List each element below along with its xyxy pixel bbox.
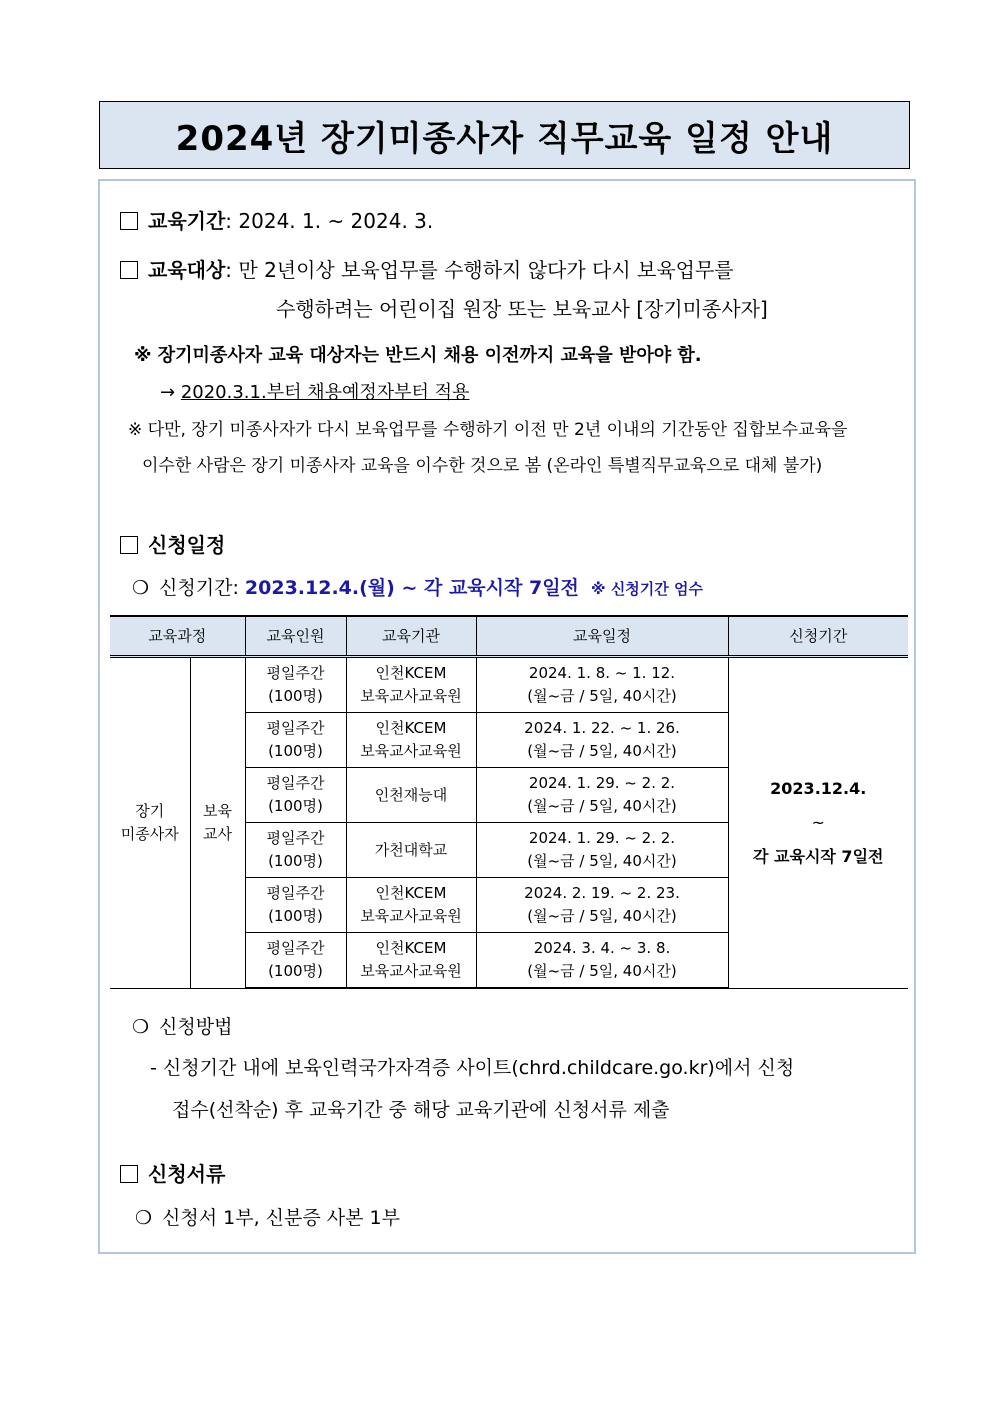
capacity-cell xyxy=(245,768,346,823)
cell-text: 2024. 3. 4. ~ 3. 8. xyxy=(533,939,671,957)
cell-text: 인천KCEM xyxy=(375,664,447,682)
docs-item: 신청서 1부, 신분증 사본 1부 xyxy=(162,1207,400,1229)
docs-heading-row xyxy=(120,1158,225,1187)
org-cell xyxy=(346,878,476,933)
table-row xyxy=(110,657,908,713)
cell-text: 2023.12.4. xyxy=(770,778,867,798)
method-label: 신청방법 xyxy=(159,1016,233,1038)
cell-text: 2024. 1. 29. ~ 2. 2. xyxy=(528,829,676,847)
period-row: 교육기간: 2024. 1. ~ 2024. 3. xyxy=(120,205,433,234)
cell-text: (100명) xyxy=(268,797,323,815)
cell-text: 보육 xyxy=(203,801,232,820)
capacity-cell xyxy=(245,823,346,878)
cell-text: (월~금 / 5일, 40시간) xyxy=(527,852,677,870)
header-org: 교육기관 xyxy=(346,616,476,657)
circle-bullet-icon: ❍ xyxy=(135,1207,153,1229)
capacity-cell xyxy=(245,657,346,713)
capacity-cell xyxy=(245,878,346,933)
target-line2: 수행하려는 어린이집 원장 또는 보육교사 [장기미종사자] xyxy=(276,297,768,321)
dates-cell xyxy=(476,768,728,823)
cell-text: 교사 xyxy=(203,824,232,843)
cell-text: 보육교사교육원 xyxy=(360,907,462,925)
note-sub-row xyxy=(160,378,469,404)
schedule-heading-row xyxy=(120,529,225,558)
apply-period-cell xyxy=(728,657,908,989)
cell-text: (월~금 / 5일, 40시간) xyxy=(527,962,677,980)
cell-text: 보육교사교육원 xyxy=(360,687,462,705)
cell-text: 보육교사교육원 xyxy=(360,962,462,980)
cell-text: 각 교육시작 7일전 xyxy=(753,846,884,866)
cell-text: ~ xyxy=(811,812,825,832)
cell-text: 평일주간 xyxy=(266,939,325,957)
cell-text: 평일주간 xyxy=(266,664,325,682)
apply-note: ※ 신청기간 엄수 xyxy=(591,580,703,598)
org-cell xyxy=(346,768,476,823)
target-row: 교육대상: 만 2년이상 보육업무를 수행하지 않다가 다시 보육업무를 xyxy=(120,254,734,283)
cell-text: 평일주간 xyxy=(266,719,325,737)
apply-value: 2023.12.4.(월) ~ 각 교육시작 7일전 xyxy=(244,577,579,599)
header-dates: 교육일정 xyxy=(476,616,728,657)
apply-period-row xyxy=(132,573,703,600)
note-sub: 2020.3.1.부터 채용예정자부터 적용 xyxy=(180,382,470,403)
cell-text: 2024. 2. 19. ~ 2. 23. xyxy=(524,884,680,902)
cell-text: 인천재능대 xyxy=(374,785,448,804)
header-course: 교육과정 xyxy=(110,616,245,657)
method-line1: - 신청기간 내에 보육인력국가자격증 사이트(chrd.childcare.go.kr)에서 신청 xyxy=(150,1057,795,1079)
cell-text: 평일주간 xyxy=(266,884,325,902)
dates-cell xyxy=(476,657,728,713)
page-title: 2024년 장기미종사자 직무교육 일정 안내 xyxy=(175,118,834,159)
checkbox-icon xyxy=(120,261,138,279)
cell-text: 평일주간 xyxy=(266,774,325,792)
dates-cell xyxy=(476,713,728,768)
cell-text: 평일주간 xyxy=(266,829,325,847)
cell-text: (월~금 / 5일, 40시간) xyxy=(527,687,677,705)
org-cell xyxy=(346,823,476,878)
method-line2: 접수(선착순) 후 교육기간 중 해당 교육기관에 신청서류 제출 xyxy=(172,1099,670,1121)
cell-text: 2024. 1. 8. ~ 1. 12. xyxy=(528,664,676,682)
cell-text: (100명) xyxy=(268,742,323,760)
apply-label: 신청기간: xyxy=(159,577,239,599)
period-value: 2024. 1. ~ 2024. 3. xyxy=(238,209,434,233)
cell-text: (월~금 / 5일, 40시간) xyxy=(527,742,677,760)
target-line1: 만 2년이상 보육업무를 수행하지 않다가 다시 보육업무를 xyxy=(238,258,734,282)
schedule-heading: 신청일정 xyxy=(148,533,226,557)
cell-text: (100명) xyxy=(268,962,323,980)
dates-cell xyxy=(476,823,728,878)
cell-text: 미종사자 xyxy=(120,824,179,843)
course-a-cell xyxy=(110,657,190,989)
circle-bullet-icon: ❍ xyxy=(132,577,150,599)
checkbox-icon xyxy=(120,536,138,554)
note-exception-2: 이수한 사람은 장기 미종사자 교육을 이수한 것으로 봄 (온라인 특별직무교육으로 대체 불가) xyxy=(142,456,823,476)
checkbox-icon xyxy=(120,1165,138,1183)
table-header-row xyxy=(110,616,908,657)
schedule-table xyxy=(110,615,908,989)
header-capacity: 교육인원 xyxy=(245,616,346,657)
capacity-cell xyxy=(245,713,346,768)
cell-text: 2024. 1. 22. ~ 1. 26. xyxy=(524,719,680,737)
cell-text: (월~금 / 5일, 40시간) xyxy=(527,907,677,925)
title-box xyxy=(99,101,910,169)
dates-cell xyxy=(476,878,728,933)
header-period: 신청기간 xyxy=(728,616,908,657)
target-label: 교육대상 xyxy=(148,258,226,282)
method-row xyxy=(132,1012,232,1039)
cell-text: (100명) xyxy=(268,852,323,870)
circle-bullet-icon: ❍ xyxy=(132,1016,150,1038)
period-label: 교육기간 xyxy=(148,209,226,233)
org-cell xyxy=(346,713,476,768)
cell-text: 인천KCEM xyxy=(375,939,447,957)
capacity-cell xyxy=(245,933,346,989)
org-cell xyxy=(346,657,476,713)
cell-text: 2024. 1. 29. ~ 2. 2. xyxy=(528,774,676,792)
cell-text: 보육교사교육원 xyxy=(360,742,462,760)
cell-text: 장기 xyxy=(135,801,165,820)
checkbox-icon xyxy=(120,212,138,230)
note-exception-1: ※ 다만, 장기 미종사자가 다시 보육업무를 수행하기 이전 만 2년 이내의 기간동안 집합보수교육을 xyxy=(128,420,848,440)
arrow-icon: → xyxy=(160,382,176,403)
note-required: ※ 장기미종사자 교육 대상자는 반드시 채용 이전까지 교육을 받아야 함. xyxy=(134,345,702,366)
cell-text: 가천대학교 xyxy=(374,840,448,859)
cell-text: 인천KCEM xyxy=(375,719,447,737)
docs-heading: 신청서류 xyxy=(148,1162,226,1186)
cell-text: (월~금 / 5일, 40시간) xyxy=(527,797,677,815)
cell-text: 인천KCEM xyxy=(375,884,447,902)
cell-text: (100명) xyxy=(268,907,323,925)
course-b-cell xyxy=(190,657,245,989)
cell-text: (100명) xyxy=(268,687,323,705)
org-cell xyxy=(346,933,476,989)
dates-cell xyxy=(476,933,728,989)
docs-item-row xyxy=(135,1203,400,1230)
